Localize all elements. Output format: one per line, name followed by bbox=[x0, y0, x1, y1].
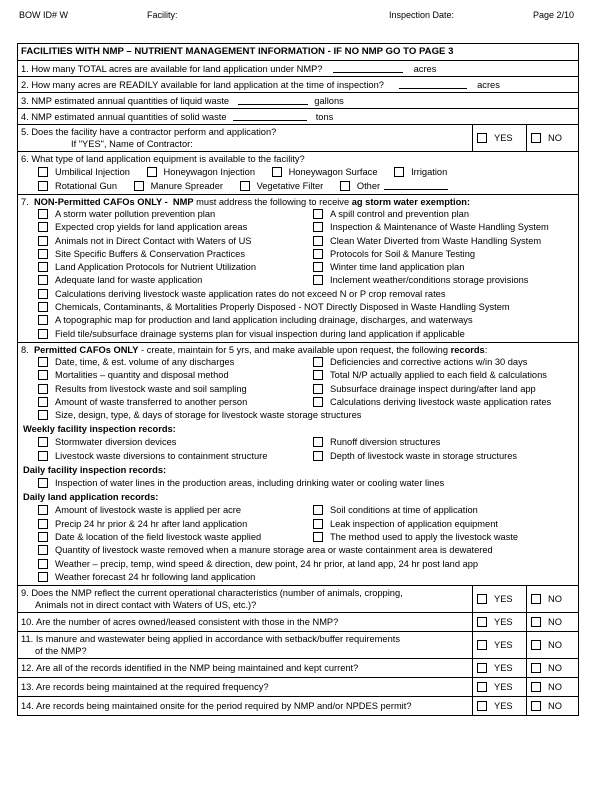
q8-checklist bbox=[21, 356, 578, 422]
item-label: Clean Water Diverted from Waste Handling System bbox=[330, 235, 542, 246]
checkbox[interactable] bbox=[38, 519, 48, 529]
q10-yes-checkbox[interactable] bbox=[477, 617, 487, 627]
q14-yes[interactable] bbox=[472, 697, 524, 715]
q10-yes[interactable] bbox=[472, 613, 524, 631]
question-1 bbox=[18, 60, 578, 76]
q9-no-checkbox[interactable] bbox=[531, 594, 541, 604]
checkbox[interactable] bbox=[38, 384, 48, 394]
checklist-item bbox=[296, 356, 578, 369]
q7-bold-lead: NON-Permitted CAFOs ONLY - bbox=[33, 197, 168, 207]
checklist-item bbox=[296, 369, 578, 382]
checklist-item bbox=[21, 436, 296, 449]
weekly-checklist bbox=[21, 436, 578, 463]
checklist-item bbox=[296, 504, 578, 517]
item-label: Chemicals, Contaminants, & Mortalities Properly Disposed - NOT Directly Disposed in Waste Handling System bbox=[55, 302, 510, 313]
q3-text: 3. NMP estimated annual quantities of liquid waste bbox=[21, 96, 230, 106]
item-label: Expected crop yields for land application areas bbox=[55, 222, 248, 233]
checklist-item bbox=[296, 235, 578, 248]
checklist-item bbox=[296, 396, 578, 409]
q3-unit: gallons bbox=[314, 96, 344, 106]
q2-unit: acres bbox=[477, 80, 500, 90]
facility-label: Facility: bbox=[147, 10, 178, 20]
checklist-item bbox=[21, 396, 296, 409]
item-label: Soil conditions at time of application bbox=[330, 505, 478, 516]
checkbox[interactable] bbox=[313, 275, 323, 285]
checklist-item bbox=[21, 544, 578, 557]
checklist-item bbox=[21, 356, 296, 369]
question-12 bbox=[18, 658, 578, 677]
q10-no[interactable] bbox=[526, 613, 578, 631]
checklist-item bbox=[296, 274, 578, 287]
equipment-checkbox[interactable] bbox=[38, 167, 48, 177]
checklist-item bbox=[21, 208, 296, 221]
item-label: Subsurface drainage inspect during/after land app bbox=[330, 383, 536, 394]
q11-yes-checkbox[interactable] bbox=[477, 640, 487, 650]
item-label: Results from livestock waste and soil sampling bbox=[55, 383, 247, 394]
checkbox[interactable] bbox=[313, 451, 323, 461]
item-label: Inclement weather/conditions storage provisions bbox=[330, 275, 529, 286]
q7-heading bbox=[21, 196, 578, 208]
item-label: Precip 24 hr prior & 24 hr after land application bbox=[55, 518, 248, 529]
checklist-item bbox=[296, 383, 578, 396]
q11-text-line2: of the NMP? bbox=[35, 646, 87, 657]
equipment-label: Honeywagon Surface bbox=[288, 167, 378, 177]
checkbox[interactable] bbox=[38, 397, 48, 407]
checklist-item bbox=[21, 450, 296, 463]
checkbox[interactable] bbox=[38, 437, 48, 447]
checklist-item bbox=[21, 531, 296, 544]
item-label: The method used to apply the livestock waste bbox=[330, 531, 519, 542]
q11-yes-label: YES bbox=[494, 640, 513, 651]
q5-contractor-label: If "YES", Name of Contractor: bbox=[71, 139, 193, 149]
q13-no-label: NO bbox=[548, 682, 562, 693]
weekly-records-title: Weekly facility inspection records: bbox=[23, 424, 176, 435]
checklist-item bbox=[21, 235, 296, 248]
q9-yes-checkbox[interactable] bbox=[477, 594, 487, 604]
q8-number: 8. bbox=[21, 344, 29, 355]
question-9 bbox=[18, 585, 578, 612]
item-label: Inspection & Maintenance of Waste Handling System bbox=[330, 222, 549, 233]
q7-rest: must address the following to receive bbox=[193, 197, 350, 207]
equipment-row-2 bbox=[21, 179, 578, 193]
checklist-item bbox=[21, 409, 578, 422]
item-label: Amount of waste transferred to another person bbox=[55, 396, 248, 407]
item-label: Site Specific Buffers & Conservation Practices bbox=[55, 248, 245, 259]
q13-no-checkbox[interactable] bbox=[531, 682, 541, 692]
q10-no-checkbox[interactable] bbox=[531, 617, 541, 627]
other-equipment-field[interactable] bbox=[384, 179, 448, 190]
q7-bold-nmp: NMP bbox=[172, 197, 194, 207]
q14-yes-label: YES bbox=[494, 701, 513, 712]
q11-no[interactable] bbox=[526, 632, 578, 658]
equipment-label: Manure Spreader bbox=[150, 181, 223, 191]
checkbox[interactable] bbox=[38, 289, 48, 299]
q10-no-label: NO bbox=[548, 617, 562, 628]
checkbox[interactable] bbox=[313, 249, 323, 259]
equipment-checkbox[interactable] bbox=[272, 167, 282, 177]
equipment-checkbox[interactable] bbox=[340, 181, 350, 191]
equipment-checkbox[interactable] bbox=[147, 167, 157, 177]
checklist-item bbox=[296, 518, 578, 531]
q8-rest: - create, maintain for 5 yrs, and make available upon request, the following bbox=[138, 344, 449, 355]
item-label: Weather forecast 24 hr following land application bbox=[55, 571, 256, 582]
equipment-label: Umbilical Injection bbox=[55, 167, 130, 177]
item-label: Deficiencies and corrective actions w/in 30 days bbox=[330, 356, 528, 367]
checklist-item bbox=[296, 248, 578, 261]
daily-land-records-title: Daily land application records: bbox=[23, 492, 159, 503]
checkbox[interactable] bbox=[38, 315, 48, 325]
question-6 bbox=[18, 151, 578, 194]
checkbox[interactable] bbox=[38, 357, 48, 367]
item-label: Inspection of water lines in the production areas, including drinking water or cooling water lines bbox=[55, 478, 445, 489]
checkbox[interactable] bbox=[313, 262, 323, 272]
question-10 bbox=[18, 612, 578, 631]
checklist-item bbox=[21, 301, 578, 314]
checkbox[interactable] bbox=[38, 370, 48, 380]
checkbox[interactable] bbox=[38, 222, 48, 232]
q7-bold-tail: ag storm water exemption: bbox=[351, 197, 471, 207]
equipment-checkbox[interactable] bbox=[134, 181, 144, 191]
checklist-item bbox=[296, 531, 578, 544]
q5-no-label: NO bbox=[548, 133, 562, 143]
equipment-label: Rotational Gun bbox=[55, 181, 118, 191]
q13-yes[interactable] bbox=[472, 678, 524, 696]
item-label: Winter time land application plan bbox=[330, 262, 465, 273]
equipment-checkbox[interactable] bbox=[240, 181, 250, 191]
checklist-item bbox=[21, 274, 296, 287]
q12-yes-label: YES bbox=[494, 663, 513, 674]
equipment-label: Irrigation bbox=[411, 167, 448, 177]
checklist-item bbox=[21, 221, 296, 234]
question-3 bbox=[18, 92, 578, 108]
q12-no-label: NO bbox=[548, 663, 562, 674]
q9-no-label: NO bbox=[548, 594, 562, 605]
q9-text-line2: Animals not in direct contact with Waters of US, etc.)? bbox=[35, 600, 257, 611]
checklist-item bbox=[21, 288, 578, 301]
item-label: Protocols for Soil & Manure Testing bbox=[330, 248, 476, 259]
checkbox[interactable] bbox=[38, 249, 48, 259]
question-4 bbox=[18, 108, 578, 124]
checklist-item bbox=[21, 328, 578, 341]
checkbox[interactable] bbox=[38, 236, 48, 246]
equipment-label: Vegetative Filter bbox=[256, 181, 324, 191]
item-label: Field tile/subsurface drainage systems plan for visual inspection during land application if applicable bbox=[55, 328, 465, 339]
q8-bold-lead: Permitted CAFOs ONLY bbox=[33, 344, 139, 355]
checkbox[interactable] bbox=[38, 505, 48, 515]
daily-facility-records-title: Daily facility inspection records: bbox=[23, 465, 167, 476]
checklist-item bbox=[21, 383, 296, 396]
checkbox[interactable] bbox=[38, 545, 48, 555]
q9-no[interactable] bbox=[526, 586, 578, 612]
q11-no-checkbox[interactable] bbox=[531, 640, 541, 650]
q9-text: 9. Does the NMP reflect the current operational characteristics (number of animals, cropping, bbox=[21, 588, 403, 599]
item-label: A storm water pollution prevention plan bbox=[55, 209, 216, 219]
q2-text: 2. How many acres are READILY available for land application at the time of inspection? bbox=[21, 80, 384, 90]
q5-yes[interactable] bbox=[472, 125, 524, 151]
checkbox[interactable] bbox=[38, 275, 48, 285]
equipment-label: Honeywagon Injection bbox=[163, 167, 255, 177]
q5-yes-label: YES bbox=[494, 133, 513, 143]
q13-no[interactable] bbox=[526, 678, 578, 696]
checklist-item bbox=[21, 369, 296, 382]
checklist-item bbox=[21, 558, 578, 571]
equipment-row-1 bbox=[21, 165, 578, 179]
checkbox[interactable] bbox=[38, 532, 48, 542]
checkbox[interactable] bbox=[38, 302, 48, 312]
page-number: Page 2/10 bbox=[533, 10, 575, 20]
q7-number: 7. bbox=[21, 197, 29, 207]
checkbox[interactable] bbox=[38, 410, 48, 420]
checkbox[interactable] bbox=[313, 532, 323, 542]
equipment-checkbox[interactable] bbox=[38, 181, 48, 191]
item-label: Runoff diversion structures bbox=[330, 437, 441, 448]
bow-id-label: BOW ID# W bbox=[19, 10, 68, 20]
q9-yes-label: YES bbox=[494, 594, 513, 605]
item-label: Date & location of the field livestock waste applied bbox=[55, 531, 262, 542]
item-label: A topographic map for production and land application including drainage, discharges, and waterways bbox=[55, 315, 473, 326]
checkbox[interactable] bbox=[313, 505, 323, 515]
item-label: Leak inspection of application equipment bbox=[330, 518, 498, 529]
checkbox[interactable] bbox=[313, 384, 323, 394]
q2-acres-field[interactable] bbox=[399, 78, 467, 89]
item-label: Stormwater diversion devices bbox=[55, 437, 177, 448]
checklist-item bbox=[296, 450, 578, 463]
q6-text: 6. What type of land application equipment is available to the facility? bbox=[21, 154, 305, 164]
question-13 bbox=[18, 677, 578, 696]
checkbox[interactable] bbox=[38, 329, 48, 339]
checklist-item bbox=[21, 248, 296, 261]
section-title: FACILITIES WITH NMP – NUTRIENT MANAGEMENT INFORMATION - IF NO NMP GO TO PAGE 3 bbox=[18, 43, 578, 60]
checkbox[interactable] bbox=[38, 572, 48, 582]
q13-yes-checkbox[interactable] bbox=[477, 682, 487, 692]
nmp-form bbox=[17, 43, 579, 716]
question-14 bbox=[18, 696, 578, 715]
q1-unit: acres bbox=[413, 64, 437, 74]
q12-yes[interactable] bbox=[472, 659, 524, 677]
q5-no-checkbox[interactable] bbox=[531, 133, 541, 143]
page-header bbox=[19, 10, 585, 24]
q4-unit: tons bbox=[315, 112, 334, 122]
q11-no-label: NO bbox=[548, 640, 562, 651]
checkbox[interactable] bbox=[38, 559, 48, 569]
q4-text: 4. NMP estimated annual quantities of solid waste bbox=[21, 112, 227, 122]
item-label: Mortalities – quantity and disposal method bbox=[55, 370, 229, 381]
checkbox[interactable] bbox=[313, 357, 323, 367]
item-label: Size, design, type, & days of storage for livestock waste storage structures bbox=[55, 410, 362, 421]
question-11 bbox=[18, 631, 578, 658]
question-7 bbox=[18, 194, 578, 342]
item-label: Calculations deriving livestock waste application rates do not exceed N or P crop removal rates bbox=[55, 288, 446, 299]
q13-yes-label: YES bbox=[494, 682, 513, 693]
q9-yes[interactable] bbox=[472, 586, 524, 612]
q10-yes-label: YES bbox=[494, 617, 513, 628]
q14-yes-checkbox[interactable] bbox=[477, 701, 487, 711]
checklist-item bbox=[296, 208, 578, 221]
q12-no[interactable] bbox=[526, 659, 578, 677]
item-label: Land Application Protocols for Nutrient Utilization bbox=[55, 262, 257, 273]
checklist-item bbox=[296, 261, 578, 274]
question-5 bbox=[18, 124, 578, 151]
checklist-item bbox=[21, 504, 296, 517]
daily-land-checklist bbox=[21, 504, 578, 584]
item-label: Total N/P actually applied to each field & calculations bbox=[330, 370, 547, 381]
checkbox[interactable] bbox=[38, 451, 48, 461]
q11-yes[interactable] bbox=[472, 632, 524, 658]
checkbox[interactable] bbox=[38, 209, 48, 219]
question-2 bbox=[18, 76, 578, 92]
checklist-item bbox=[296, 221, 578, 234]
checkbox[interactable] bbox=[313, 222, 323, 232]
checkbox[interactable] bbox=[38, 262, 48, 272]
equipment-checkbox[interactable] bbox=[394, 167, 404, 177]
q14-no-checkbox[interactable] bbox=[531, 701, 541, 711]
q1-text: 1. How many TOTAL acres are available for land application under NMP? bbox=[21, 64, 323, 74]
question-8 bbox=[18, 342, 578, 585]
inspection-date-label: Inspection Date: bbox=[389, 10, 455, 20]
q1-acres-field[interactable] bbox=[333, 62, 403, 73]
item-label: Adequate land for waste application bbox=[55, 275, 203, 286]
item-label: Animals not in Direct Contact with Waters of US bbox=[55, 235, 252, 246]
q14-no[interactable] bbox=[526, 697, 578, 715]
checklist-item bbox=[21, 518, 296, 531]
q11-text: 11. Is manure and wastewater being applied in accordance with setback/buffer requirements bbox=[21, 634, 400, 645]
checkbox[interactable] bbox=[313, 519, 323, 529]
q13-text: 13. Are records being maintained at the required frequency? bbox=[21, 682, 269, 693]
q7-checklist bbox=[21, 208, 578, 341]
item-label: Weather – precip, temp, wind speed & direction, dew point, 24 hr prior, at land app, 24 hr post land app bbox=[55, 558, 479, 569]
q8-heading: 8. Permitted CAFOs ONLY - create, maintain for 5 yrs, and make available upon request, the following records: bbox=[21, 344, 488, 355]
checklist-item bbox=[296, 436, 578, 449]
checkbox[interactable] bbox=[313, 370, 323, 380]
checkbox[interactable] bbox=[313, 236, 323, 246]
item-label: Date, time, & est. volume of any discharges bbox=[55, 356, 235, 367]
q14-no-label: NO bbox=[548, 701, 562, 712]
checkbox[interactable] bbox=[313, 209, 323, 219]
q10-text: 10. Are the number of acres owned/leased consistent with those in the NMP? bbox=[21, 617, 339, 628]
q5-no[interactable] bbox=[526, 125, 578, 151]
q5-yes-checkbox[interactable] bbox=[477, 133, 487, 143]
q12-text: 12. Are all of the records identified in the NMP being maintained and kept current? bbox=[21, 663, 359, 674]
item-label: Livestock waste diversions to containment structure bbox=[55, 450, 268, 461]
item-label: Quantity of livestock waste removed when a manure storage area or waste containment area is dewatered bbox=[55, 545, 493, 556]
item-label: Calculations deriving livestock waste application rates bbox=[330, 396, 552, 407]
q4-solid-field[interactable] bbox=[233, 110, 307, 121]
checkbox[interactable] bbox=[313, 397, 323, 407]
q5-contractor-line bbox=[21, 138, 472, 150]
checklist-item bbox=[21, 261, 296, 274]
checklist-item bbox=[21, 314, 578, 327]
q8-bold-tail: records bbox=[450, 344, 485, 355]
checkbox[interactable] bbox=[313, 437, 323, 447]
checklist-item bbox=[21, 571, 578, 584]
checkbox[interactable] bbox=[38, 478, 48, 488]
q3-liquid-field[interactable] bbox=[238, 94, 308, 105]
item-label: Amount of livestock waste is applied per acre bbox=[55, 505, 242, 516]
q12-yes-checkbox[interactable] bbox=[477, 663, 487, 673]
item-label: A spill control and prevention plan bbox=[330, 209, 470, 219]
q5-text: 5. Does the facility have a contractor perform and application? bbox=[21, 127, 277, 137]
q12-no-checkbox[interactable] bbox=[531, 663, 541, 673]
item-label: Depth of livestock waste in storage structures bbox=[330, 450, 518, 461]
checklist-item bbox=[21, 477, 578, 490]
q14-text: 14. Are records being maintained onsite for the period required by NMP and/or NPDES permit? bbox=[21, 701, 412, 712]
equipment-label: Other bbox=[356, 181, 381, 191]
